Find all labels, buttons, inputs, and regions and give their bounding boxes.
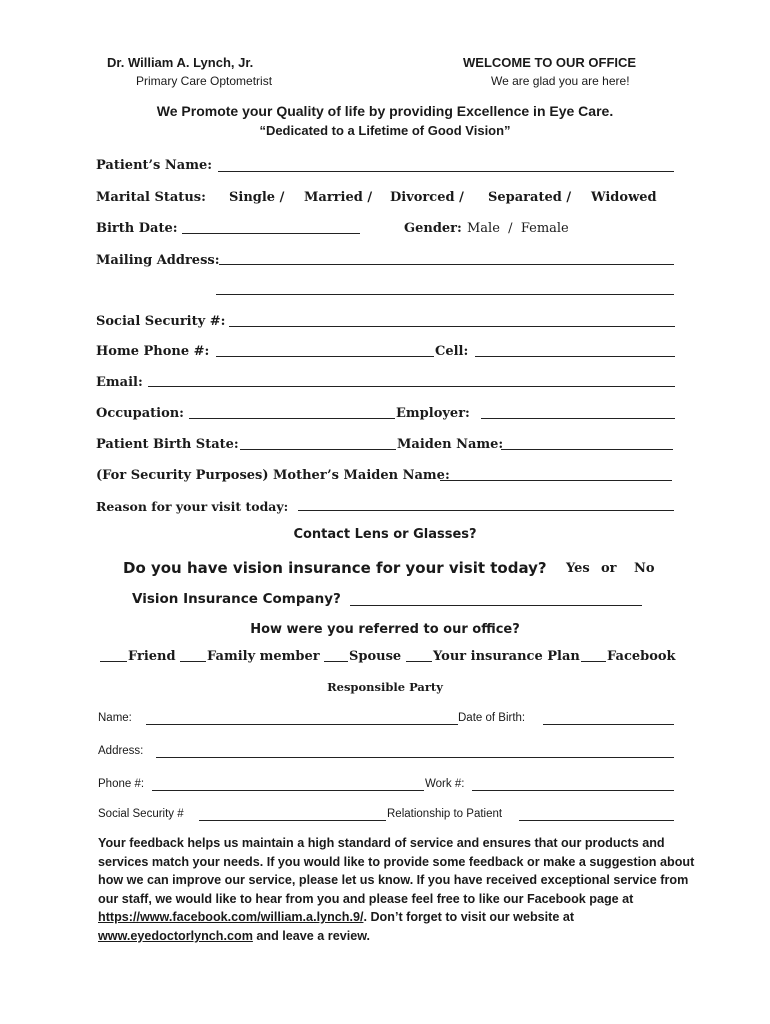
marital-status-label: Marital Status: [96, 190, 206, 205]
ssn-field[interactable] [229, 326, 675, 327]
email-label: Email: [96, 375, 143, 390]
insurance-or: or [601, 561, 617, 576]
welcome-subheading: We are glad you are here! [491, 74, 630, 88]
referral-facebook: Facebook [607, 649, 676, 664]
responsible-party-heading: Responsible Party [327, 680, 443, 694]
feedback-text-3: and leave a review. [252, 928, 371, 943]
birth-date-field[interactable] [182, 233, 360, 234]
tagline-primary: We Promote your Quality of life by providing Excellence in Eye Care. [156, 103, 614, 119]
rp-work-field[interactable] [472, 790, 674, 791]
mailing-address-label: Mailing Address: [96, 253, 220, 268]
marital-option-widowed[interactable]: Widowed [591, 190, 657, 205]
feedback-text-1: Your feedback helps us maintain a high standard of service and ensures that our products and services match your needs. If you would like to provide some feedback or make a suggestion about how we can improve our service, please let us know. If you have received exceptional service from our staff, we would like to hear from you and please feel free to like our Facebook page at [98, 836, 695, 906]
employer-field[interactable] [481, 418, 675, 419]
employer-label: Employer: [396, 406, 470, 421]
rp-address-field[interactable] [156, 757, 674, 758]
doctor-title: Primary Care Optometrist [136, 74, 273, 88]
rp-dob-label: Date of Birth: [458, 712, 526, 724]
rp-name-field[interactable] [146, 724, 458, 725]
gender-label: Gender: [404, 221, 462, 236]
marital-option-single[interactable]: Single / [229, 190, 285, 205]
rp-relationship-field[interactable] [519, 820, 674, 821]
rp-relationship-label: Relationship to Patient [387, 808, 503, 820]
maiden-name-field[interactable] [501, 449, 673, 450]
referral-facebook-blank[interactable] [581, 661, 606, 662]
website-link[interactable]: www.eyedoctorlynch.com [98, 928, 253, 943]
mailing-address-field-2[interactable] [216, 294, 674, 295]
visit-reason-label: Reason for your visit today: [96, 499, 289, 514]
birth-state-label: Patient Birth State: [96, 437, 239, 452]
visit-reason-field[interactable] [298, 510, 674, 511]
facebook-link[interactable]: https://www.facebook.com/william.a.lynch.9/ [98, 910, 364, 925]
patient-name-field[interactable] [218, 171, 674, 172]
cell-label: Cell: [435, 344, 469, 359]
rp-work-label: Work #: [425, 778, 465, 790]
mailing-address-field-1[interactable] [219, 264, 674, 265]
mother-maiden-label: (For Security Purposes) Mother’s Maiden Name: [96, 468, 450, 483]
rp-phone-field[interactable] [152, 790, 424, 791]
rp-name-label: Name: [98, 712, 132, 724]
email-field[interactable] [148, 386, 675, 387]
referral-spouse-blank[interactable] [324, 661, 348, 662]
insurance-yes[interactable]: Yes [566, 561, 590, 576]
cell-field[interactable] [475, 356, 675, 357]
referral-family-blank[interactable] [180, 661, 206, 662]
referral-spouse: Spouse [349, 649, 402, 664]
home-phone-label: Home Phone #: [96, 344, 210, 359]
gender-options[interactable]: Male / Female [467, 221, 569, 236]
referral-friend: Friend [128, 649, 176, 664]
insurance-company-label: Vision Insurance Company? [132, 591, 341, 607]
referral-family-member: Family member [207, 649, 320, 664]
occupation-field[interactable] [189, 418, 395, 419]
maiden-name-label: Maiden Name: [397, 437, 504, 452]
ssn-label: Social Security #: [96, 314, 226, 329]
patient-name-label: Patient’s Name: [96, 158, 213, 173]
marital-option-separated[interactable]: Separated / [488, 190, 572, 205]
rp-dob-field[interactable] [543, 724, 674, 725]
rp-ssn-field[interactable] [199, 820, 386, 821]
referral-question: How were you referred to our office? [250, 622, 520, 637]
marital-option-divorced[interactable]: Divorced / [390, 190, 464, 205]
insurance-no[interactable]: No [634, 561, 655, 576]
rp-ssn-label: Social Security # [98, 808, 184, 820]
marital-option-married[interactable]: Married / [304, 190, 373, 205]
home-phone-field[interactable] [216, 356, 434, 357]
insurance-company-field[interactable] [350, 605, 642, 606]
rp-address-label: Address: [98, 745, 144, 757]
referral-insurance-plan: Your insurance Plan [433, 649, 580, 664]
contact-or-glasses-question: Contact Lens or Glasses? [293, 527, 477, 542]
doctor-name: Dr. William A. Lynch, Jr. [107, 55, 254, 70]
occupation-label: Occupation: [96, 406, 184, 421]
feedback-paragraph [98, 834, 698, 946]
mother-maiden-field[interactable] [440, 480, 672, 481]
referral-insurance-blank[interactable] [406, 661, 432, 662]
birth-state-field[interactable] [240, 449, 396, 450]
insurance-question: Do you have vision insurance for your visit today? [123, 559, 547, 577]
feedback-text-2: . Don’t forget to visit our website at [363, 910, 575, 925]
tagline-secondary: “Dedicated to a Lifetime of Good Vision” [259, 123, 511, 138]
birth-date-label: Birth Date: [96, 221, 178, 236]
referral-friend-blank[interactable] [100, 661, 127, 662]
welcome-heading: WELCOME TO OUR OFFICE [463, 55, 637, 70]
rp-phone-label: Phone #: [98, 778, 145, 790]
